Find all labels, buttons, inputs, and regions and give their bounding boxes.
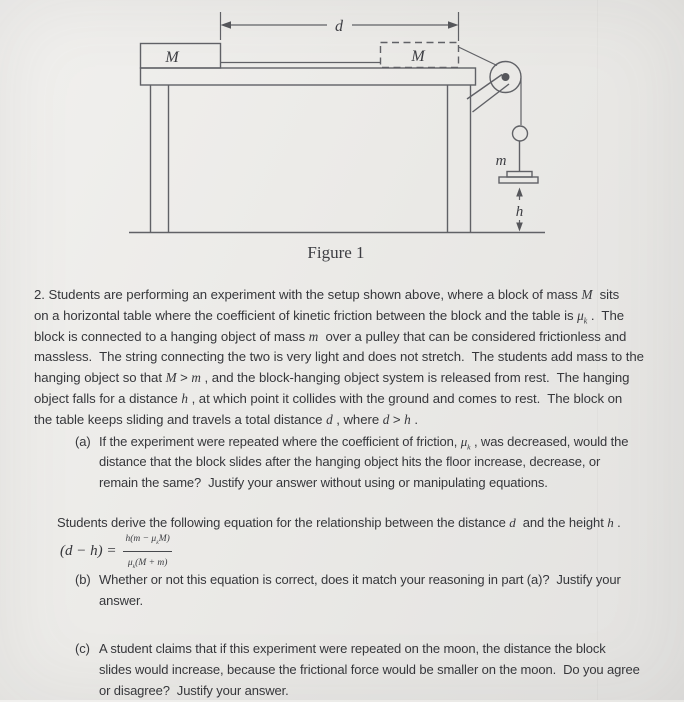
paper-crease — [597, 0, 598, 700]
string-to-pulley — [459, 47, 498, 66]
hook-icon — [513, 126, 528, 141]
part-c — [75, 639, 684, 701]
part-b — [75, 570, 684, 612]
problem-statement: 2. Students are performing an experiment with the setup shown above, where a block of mass M sits on a horizontal table where the coefficient of kinetic friction between the block and the table is $\mu_k$ . The block is connected to a hanging object of mass m over a pulley that can be considered frictionless and massless. The string connecting the two is very light and does not stretch. The students add mass to the hanging object so that M > m , and the block-hanging object system is released from rest. The hanging object falls for a distance h , at which point it collides with the ground and comes to rest. The block on the table keeps sliding and travels a total distance d , where d > h . — [34, 287, 644, 427]
equation-lhs: (d − h) = — [60, 543, 117, 560]
hanging-mass — [496, 141, 538, 183]
part-a — [75, 432, 684, 494]
part-c-label: (c) — [75, 641, 90, 657]
label-d: d — [335, 18, 343, 35]
label-h: h — [515, 204, 524, 220]
part-c-text: A student claims that if this experiment were repeated on the moon, the distance the block slides would increase, because the frictional force would be smaller on the moon. Do you agree or disagree? Justify your answer. — [99, 641, 640, 698]
label-m-hanging: m — [495, 153, 507, 169]
equation-denominator: $\mu_k(M + m)$ — [127, 558, 168, 571]
block-final-dashed — [381, 43, 459, 68]
part-b-label: (b) — [75, 571, 91, 587]
equation-numerator: $h(m - \mu_kM)$ — [123, 529, 171, 552]
figure-diagram — [0, 0, 684, 240]
equation-fraction — [123, 529, 171, 574]
part-b-text: Whether or not this equation is correct, does it match your reasoning in part (a)? Justify your answer. — [99, 571, 621, 608]
derivation-intro: Students derive the following equation for the relationship between the distance d and the height h . — [57, 514, 621, 530]
distance-arrow — [221, 12, 459, 41]
figure-caption: Figure 1 — [307, 243, 365, 262]
block-initial — [141, 44, 221, 69]
derived-equation — [60, 534, 684, 571]
part-a-label: (a) — [75, 433, 91, 449]
table — [141, 68, 476, 232]
part-a-text: If the experiment were repeated where the coefficient of friction, $\mu_k$ , was decreased, would the distance that the block slides after the hanging object hits the floor increase, decrease, or remain the same? Justify your answer without using or manipulating equations. — [99, 433, 629, 491]
pulley-bracket — [467, 75, 509, 113]
pulley — [490, 62, 521, 93]
height-arrow — [516, 188, 524, 232]
label-m-block-left: M — [165, 49, 179, 66]
label-m-block-right: M — [411, 48, 425, 65]
